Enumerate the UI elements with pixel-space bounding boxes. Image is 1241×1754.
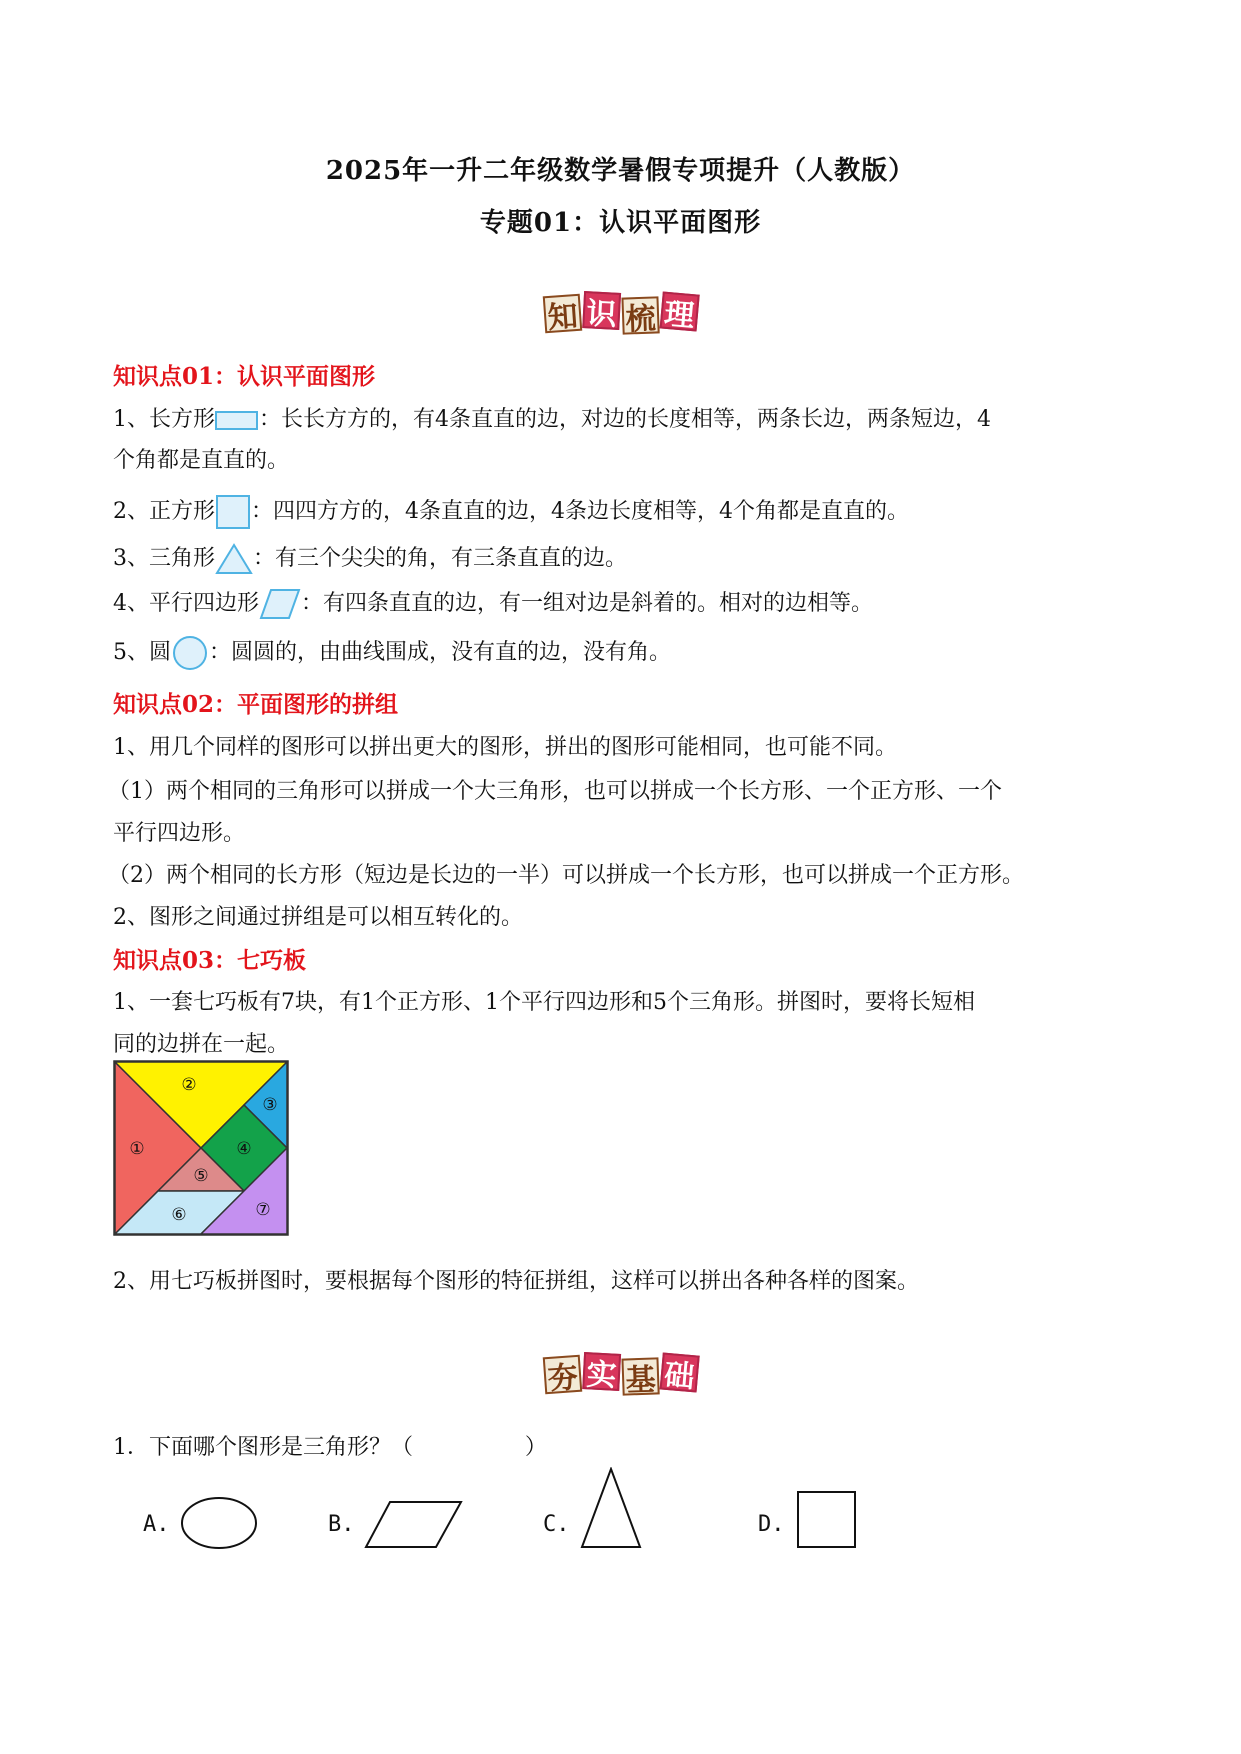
kp1-item-triangle [113, 541, 627, 575]
item-prefix: 4、平行四边形 [113, 591, 259, 616]
section-banner-knowledge [0, 295, 1241, 338]
option-c-label[interactable]: C. [543, 1512, 570, 1537]
tangram-label-1: ① [129, 1139, 145, 1159]
kp1-item-circle [113, 634, 671, 672]
kp2-line: （2）两个相同的长方形（短边是长边的一半）可以拼成一个长方形，也可以拼成一个正方形。 [108, 863, 1025, 888]
question-1: 1．下面哪个图形是三角形？（ ） [113, 1435, 547, 1460]
tangram-diagram [113, 1060, 289, 1236]
kp1-item-parallelogram [113, 586, 873, 620]
option-b-label[interactable]: B. [328, 1512, 355, 1537]
item-prefix: 2、正方形 [113, 499, 215, 524]
banner-char: 知 [542, 294, 581, 333]
square-icon [215, 494, 251, 530]
kp3-after: 2、用七巧板拼图时，要根据每个图形的特征拼组，这样可以拼出各种各样的图案。 [113, 1269, 919, 1294]
kp2-line: 2、图形之间通过拼组是可以相互转化的。 [113, 905, 523, 930]
banner-char: 理 [659, 291, 699, 331]
banner-char: 础 [659, 1352, 699, 1392]
item-text: ：长长方方的，有4条直直的边，对边的长度相等，两条长边，两条短边，4 [259, 407, 991, 432]
tangram-label-4: ④ [236, 1139, 252, 1159]
banner-char: 夯 [542, 1355, 581, 1394]
kp2-heading: 知识点02：平面图形的拼组 [113, 691, 399, 718]
item-text: ：有四条直直的边，有一组对边是斜着的。相对的边相等。 [301, 591, 874, 616]
item-text: ：圆圆的，由曲线围成，没有直的边，没有角。 [209, 640, 672, 665]
banner-char: 基 [621, 1357, 659, 1395]
banner-char: 实 [582, 1352, 621, 1391]
tangram-label-7: ⑦ [255, 1200, 271, 1220]
triangle-icon[interactable] [580, 1467, 642, 1549]
tangram-label-3: ③ [262, 1095, 278, 1115]
kp1-heading: 知识点01：认识平面图形 [113, 363, 376, 390]
kp2-line: 1、用几个同样的图形可以拼出更大的图形，拼出的图形可能相同，也可能不同。 [113, 735, 897, 760]
item-prefix: 3、三角形 [113, 546, 215, 571]
kp2-line: （1）两个相同的三角形可以拼成一个大三角形，也可以拼成一个长方形、一个正方形、一个 [108, 779, 1003, 804]
kp1-item-square [113, 494, 909, 530]
square-icon[interactable] [796, 1490, 858, 1550]
parallelogram-icon [259, 588, 301, 620]
option-a-label[interactable]: A. [143, 1512, 170, 1537]
ellipse-icon[interactable] [180, 1495, 260, 1551]
kp2-line: 平行四边形。 [113, 821, 246, 846]
kp3-heading: 知识点03：七巧板 [113, 947, 307, 974]
item-prefix: 5、圆 [113, 640, 171, 665]
item-prefix: 1、长方形 [113, 407, 215, 432]
tangram-label-6: ⑥ [171, 1205, 187, 1225]
banner-char: 梳 [621, 296, 659, 334]
kp1-item-rectangle-cont: 个角都是直直的。 [113, 448, 290, 473]
section-banner-basics [0, 1356, 1241, 1399]
page-title: 2025年一升二年级数学暑假专项提升（人教版） [325, 156, 916, 186]
tangram-label-5: ⑤ [193, 1166, 209, 1186]
kp1-item-rectangle [113, 402, 991, 433]
kp3-line: 同的边拼在一起。 [113, 1032, 290, 1057]
rectangle-icon [215, 409, 259, 431]
triangle-icon [215, 543, 253, 575]
page-subtitle: 专题01：认识平面图形 [479, 208, 762, 238]
tangram-label-2: ② [181, 1075, 197, 1095]
option-d-label[interactable]: D. [758, 1512, 785, 1537]
kp3-line: 1、一套七巧板有7块，有1个正方形、1个平行四边形和5个三角形。拼图时，要将长短相 [113, 990, 975, 1015]
item-text: ：四四方方的，4条直直的边，4条边长度相等，4个角都是直直的。 [251, 499, 909, 524]
item-text: ：有三个尖尖的角，有三条直直的边。 [253, 546, 628, 571]
banner-char: 识 [582, 291, 621, 330]
circle-icon [171, 634, 209, 672]
parallelogram-icon[interactable] [364, 1500, 464, 1550]
